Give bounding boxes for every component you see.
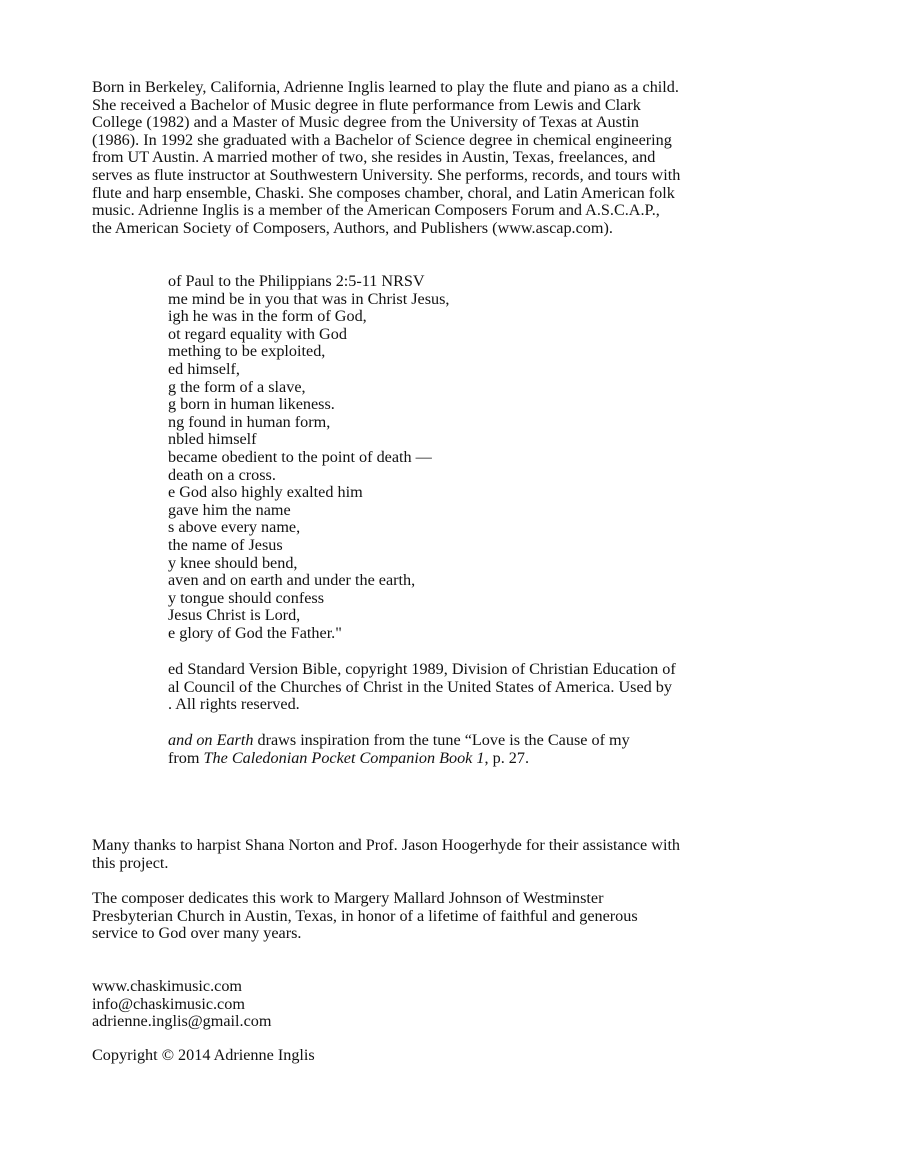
thanks-line: this project.	[92, 853, 169, 872]
bio-line: Born in Berkeley, California, Adrienne Inglis learned to play the flute and piano as a child.	[92, 78, 679, 96]
scripture-line: mething to be exploited,	[168, 342, 326, 361]
scripture-line: death on a cross.	[168, 465, 276, 484]
scripture-line: e glory of God the Father."	[168, 623, 342, 642]
source-book-title: The Caledonian Pocket Companion Book 1	[203, 748, 485, 767]
bible-copyright-notice	[168, 661, 676, 714]
bio-line: She received a Bachelor of Music degree in flute performance from Lewis and Clark	[92, 95, 641, 114]
contact-info	[92, 978, 271, 1031]
composer-biography	[92, 79, 680, 237]
scripture-line: Jesus Christ is Lord,	[168, 606, 301, 625]
inspiration-line	[168, 732, 630, 750]
bio-line: flute and harp ensemble, Chaski. She composes chamber, choral, and Latin American folk	[92, 183, 675, 202]
notice-line: ed Standard Version Bible, copyright 1989, Division of Christian Education of	[168, 660, 676, 678]
scripture-line: ed himself,	[168, 359, 240, 378]
scripture-line: g born in human likeness.	[168, 395, 335, 414]
thanks-line: Many thanks to harpist Shana Norton and Prof. Jason Hoogerhyde for their assistance with	[92, 836, 681, 854]
scripture-line: s above every name,	[168, 518, 301, 537]
dedication-line: service to God over many years.	[92, 924, 302, 943]
piece-title: and on Earth	[168, 731, 254, 749]
scripture-line: gave him the name	[168, 500, 291, 519]
scripture-line: y knee should bend,	[168, 553, 298, 572]
scripture-line: igh he was in the form of God,	[168, 307, 367, 326]
notice-line: . All rights reserved.	[168, 695, 300, 714]
dedication	[92, 890, 638, 943]
scripture-line: became obedient to the point of death —	[168, 447, 432, 466]
scripture-line: y tongue should confess	[168, 588, 325, 607]
inspiration-prefix: from	[168, 748, 204, 767]
scripture-line: e God also highly exalted him	[168, 483, 363, 502]
bio-line: College (1982) and a Master of Music degree from the University of Texas at Austin	[92, 113, 640, 132]
tune-inspiration-note	[168, 732, 630, 767]
scripture-line: g the form of a slave,	[168, 377, 306, 396]
bio-line: the American Society of Composers, Authors, and Publishers (www.ascap.com).	[92, 218, 613, 237]
bio-line: from UT Austin. A married mother of two, she resides in Austin, Texas, freelances, and	[92, 148, 656, 167]
scripture-line: me mind be in you that was in Christ Jesus,	[168, 289, 450, 308]
dedication-line: Presbyterian Church in Austin, Texas, in honor of a lifetime of faithful and generous	[92, 906, 638, 925]
bio-line: (1986). In 1992 she graduated with a Bachelor of Science degree in chemical engineering	[92, 130, 672, 149]
notice-line: al Council of the Churches of Christ in the United States of America. Used by	[168, 677, 672, 696]
scripture-line: nbled himself	[168, 430, 257, 449]
bio-line: music. Adrienne Inglis is a member of the American Composers Forum and A.S.C.A.P.,	[92, 201, 660, 220]
email-link[interactable]: adrienne.inglis@gmail.com	[92, 1012, 272, 1031]
copyright-text: Copyright © 2014 Adrienne Inglis	[92, 1046, 315, 1064]
bio-line: serves as flute instructor at Southwestern University. She performs, records, and tours with	[92, 165, 681, 184]
email-link[interactable]: info@chaskimusic.com	[92, 994, 245, 1013]
acknowledgements	[92, 837, 680, 872]
scripture-line: ng found in human form,	[168, 412, 331, 431]
inspiration-suffix: , p. 27.	[484, 748, 530, 767]
scripture-line: aven and on earth and under the earth,	[168, 571, 416, 590]
inspiration-text: draws inspiration from the tune “Love is the Cause of my	[253, 731, 630, 749]
scripture-line: of Paul to the Philippians 2:5-11 NRSV	[168, 272, 425, 290]
scripture-passage	[168, 273, 449, 642]
inspiration-line	[168, 750, 630, 768]
scripture-line: ot regard equality with God	[168, 324, 347, 343]
website-link[interactable]: www.chaskimusic.com	[92, 977, 243, 995]
footer-copyright	[92, 1047, 315, 1065]
dedication-line: The composer dedicates this work to Margery Mallard Johnson of Westminster	[92, 889, 604, 907]
scripture-line: the name of Jesus	[168, 535, 283, 554]
